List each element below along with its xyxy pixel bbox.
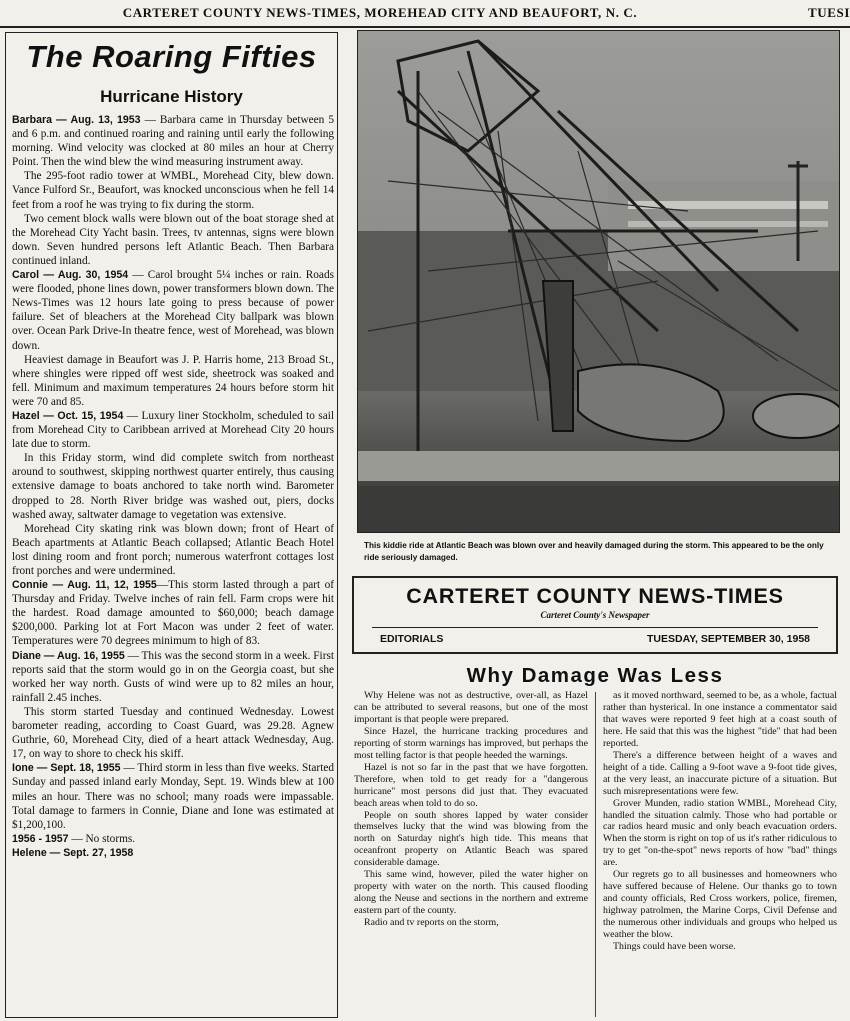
section-label: EDITORIALS xyxy=(380,633,444,645)
article-subtitle: Hurricane History xyxy=(100,87,243,106)
storm-entry-heading: Connie — Aug. 11, 12, 1955 xyxy=(12,579,157,592)
storm-entry-heading: Helene — Sept. 27, 1958 xyxy=(12,846,134,859)
editorial-paragraph: Radio and tv reports on the storm, xyxy=(364,917,499,929)
article-paragraph xyxy=(12,409,334,451)
editorial-paragraph: Grover Munden, radio station WMBL, Morehead City, handled the situation calmly. Those who had portable or car radios heard music and only beach evacuation orders. When the storm is right on top of us it's rather ridiculous to try to get "on-the-spot" news reports of how "bad" things are. xyxy=(603,797,837,869)
article-paragraph xyxy=(12,522,334,578)
article-body xyxy=(12,113,334,860)
editorial-masthead xyxy=(352,576,838,654)
editorial-paragraph: Since Hazel, the hurricane tracking procedures and reporting of storm warnings has improved, but perhaps the most telling factor is that people heeded the warnings. xyxy=(354,725,588,761)
hurricane-history-article xyxy=(5,32,338,1018)
article-paragraph xyxy=(12,832,334,846)
photo-caption: This kiddie ride at Atlantic Beach was blown over and heavily damaged during the storm. This appeared to be the only ride seriously damaged. xyxy=(364,541,824,562)
editorial-paragraph: People on south shores lapped by water consider themselves lucky that the wind was blowing from the north on Saturday night's high tide. This means that oceanfront property on Atlantic Beach was spared considerable damage. xyxy=(354,809,588,869)
newspaper-tagline: Carteret County's Newspaper xyxy=(540,610,650,620)
paragraph-text: — Third storm in less than five weeks. Started Sunday and passed inland early Monday, Sept. 19. Winds blew at 100 miles an hour. There was no school; many roads were impassable. Total damage to farmers in Connie, Diane and Ione was estimated at $1,200,100. xyxy=(12,762,334,831)
paragraph-text: — Barbara came in Thursday between 5 and 6 p.m. and continued roaring and raining until early the following morning. Wind velocity was clocked at 80 miles an hour at Cherry Point. Then the wind blew the wind measuring instrument away. xyxy=(12,114,334,169)
article-paragraph xyxy=(12,649,334,705)
article-paragraph xyxy=(12,761,334,831)
article-title: The Roaring Fifties xyxy=(26,39,317,74)
storm-entry-heading: 1956 - 1957 xyxy=(12,832,69,845)
editorial-paragraph: There's a difference between height of a waves and height of a tide. Calling a 9-foot wave a 9-foot tide gives, at the very least, an inaccurate picture of a situation. But such misrepresentations were few. xyxy=(603,749,837,797)
damaged-kiddie-ride-image xyxy=(358,31,840,533)
paragraph-text: In this Friday storm, wind did complete switch from northeast around to southwest, skipping northwest quarter entirely, thus causing extensive damage to boats anchored to take north wind. Barometer dropped to 28. North River bridge was washed out, piers, docks washed away, saltwater damage to vegetation was extensive. xyxy=(12,452,334,521)
paragraph-text: Morehead City skating rink was blown down; front of Heart of Beach apartments at Atlantic Beach collapsed; Atlantic Beach Hotel lost dining room and front porch; numerous waterfront cottages lost front porches and were undermined. xyxy=(12,522,334,577)
article-paragraph xyxy=(12,353,334,409)
editorial-paragraph: as it moved northward, seemed to be, as a whole, factual rather than hysterical. In one instance a commentator said that waves were reported 9 feet high at a coast south of here. He said that this was the highest "tide" that had been reported. xyxy=(603,690,837,749)
storm-entry-heading: Diane — Aug. 16, 1955 xyxy=(12,649,125,662)
column-divider xyxy=(595,692,596,1017)
editorial-paragraph: This same wind, however, piled the water higher on property with water on the north. This caused flooding along the Neuse and sections in the northern and extreme eastern part of the county. xyxy=(354,869,588,917)
issue-date: TUESDAY, SEPTEMBER 30, 1958 xyxy=(646,633,810,645)
paragraph-text: This storm started Tuesday and continued Wednesday. Lowest barometer reading, according to Coast Guard, was 29.28. Agnew Guthrie, 60, Morehead City, died of a heart attack Wednesday, Aug. 17, on way to shore to check his skiff. xyxy=(12,705,334,761)
editorial-column-1 xyxy=(354,690,588,1020)
paragraph-text: — No storms. xyxy=(68,832,136,845)
storm-entry-heading: Barbara — Aug. 13, 1953 xyxy=(12,114,141,126)
storm-damage-photo xyxy=(357,30,840,533)
article-paragraph xyxy=(12,846,334,860)
editorial-paragraph: Our regrets go to all businesses and homeowners who have suffered because of Helene. Our thanks go to town and county officials, Red Cross workers, police, firemen, highway patrolmen, the Marine Corps, Civil Defense and the numerous other individuals and groups who helped us weather the blow. xyxy=(603,869,837,941)
editorial-paragraph: Why Helene was not as destructive, over-all, as Hazel can be attributed to several reasons, but one of the most important is that people were prepared. xyxy=(354,690,588,725)
page-masthead xyxy=(0,0,850,28)
article-paragraph xyxy=(12,451,334,521)
masthead-day-fragment: TUESI xyxy=(807,5,850,20)
editorial-paragraph: Hazel is not so far in the past that we have forgotten. Therefore, when told to get ready for a "dangerous hurricane" most persons did just that. They evacuated beach areas when told to do so. xyxy=(354,761,588,809)
storm-entry-heading: Ione — Sept. 18, 1955 xyxy=(12,762,121,775)
editorial-title: Why Damage Was Less xyxy=(466,664,724,687)
newspaper-name: CARTERET COUNTY NEWS-TIMES xyxy=(406,584,784,608)
paragraph-text: — Carol brought 5¼ inches or rain. Roads were flooded, phone lines down, power transformers blown down. The News-Times was 12 hours late going to press because of power failure. Set of bleachers at the Morehead City ballpark was blown over. Ocean Park Drive-In theatre fence, west of Morehead, was blown down. xyxy=(12,269,334,352)
paragraph-text: Heaviest damage in Beaufort was J. P. Harris home, 213 Broad St., where shingles were ripped off west side, sheetrock was soaked and fell. Minimum and maximum temperatures 24 hours before storm hit were 70 and 85. xyxy=(12,353,334,408)
article-paragraph xyxy=(12,113,334,169)
paragraph-text: — This was the second storm in a week. First reports said that the storm would go in on the Georgia coast, but she worked her way north. Gusts of wind were up to 82 miles an hour, rainfall 2.45 inches. xyxy=(12,649,334,704)
masthead-rule xyxy=(372,627,818,628)
paragraph-text: Two cement block walls were blown out of the boat storage shed at the Morehead City Yacht basin. Trees, tv antennas, signs were blown down. Seven hundred persons left Atlantic Beach. Then Barbara continued inland. xyxy=(12,212,334,267)
paragraph-text: —This storm lasted through a part of Thursday and Friday. Twelve inches of rain fell. Farm crops were hit the hardest. Road damage amounted to $60,000; beach damage $200,000. Parking lot at Fort Macon was under 2 feet of water. Temperatures were 70 degrees minimum to high of 83. xyxy=(12,579,334,648)
paragraph-text: The 295-foot radio tower at WMBL, Morehead City, blew down. Vance Fulford Sr., Beaufort, was knocked unconscious when he fell 14 feet from a roof he was trying to fix during the storm. xyxy=(12,170,334,211)
masthead-title: CARTERET COUNTY NEWS-TIMES, MOREHEAD CITY AND BEAUFORT, N. C. xyxy=(122,5,638,20)
article-paragraph xyxy=(12,705,334,761)
editorial-column-2 xyxy=(603,690,837,1020)
article-paragraph xyxy=(12,268,334,353)
editorial-paragraph: Things could have been worse. xyxy=(613,941,736,953)
storm-entry-heading: Carol — Aug. 30, 1954 xyxy=(12,269,129,282)
storm-entry-heading: Hazel — Oct. 15, 1954 xyxy=(12,409,124,422)
article-paragraph xyxy=(12,578,334,648)
paragraph-text: — Luxury liner Stockholm, scheduled to sail from Morehead City to Caribbean arrived at Morehead City 20 hours late due to storm. xyxy=(12,409,334,451)
article-paragraph xyxy=(12,169,334,211)
article-paragraph xyxy=(12,212,334,268)
